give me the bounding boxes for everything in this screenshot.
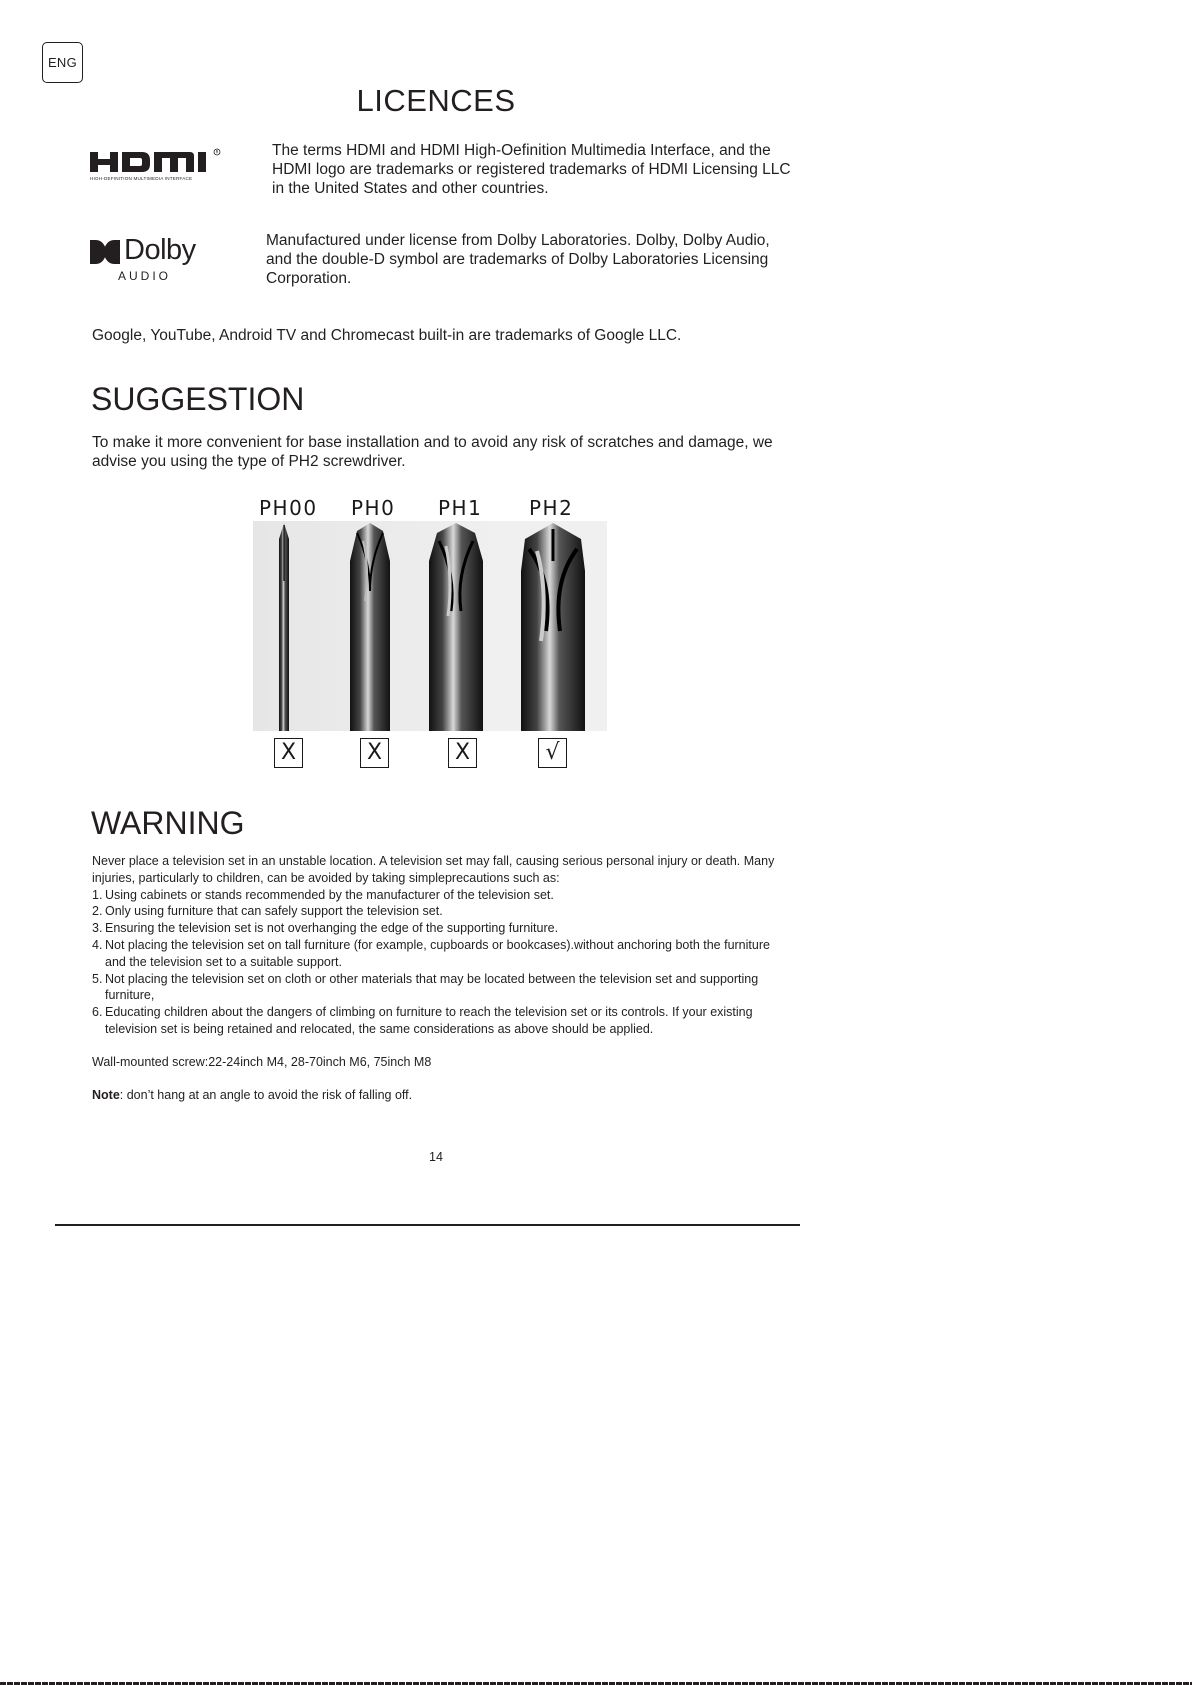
ph00-not-suitable-mark: X <box>274 738 303 768</box>
suggestion-heading: SUGGESTION <box>91 381 305 417</box>
dolby-license-text: Manufactured under license from Dolby Laboratories. Dolby, Dolby Audio, and the double-D symbol are trademarks of Dolby Laboratories Licensing Corporation. <box>266 232 770 287</box>
hdmi-logo <box>90 148 225 184</box>
dolby-audio-label: AUDIO <box>118 269 172 283</box>
warning-list <box>92 853 792 1038</box>
screwdriver-ph2 <box>518 521 607 731</box>
footer-divider <box>55 1224 800 1226</box>
page-number: 14 <box>429 1150 443 1164</box>
warning-item: 2. Only using furniture that can safely support the television set. <box>92 904 443 919</box>
warning-item: 1. Using cabinets or stands recommended by the manufacturer of the television set. <box>92 887 554 902</box>
dolby-wordmark: Dolby <box>124 234 196 266</box>
screwdriver-tips-photo <box>253 521 607 731</box>
note-body: : don’t hang at an angle to avoid the risk of falling off. <box>119 1088 413 1102</box>
suggestion-text: To make it more convenient for base installation and to avoid any risk of scratches and damage, we advise you using the type of PH2 screwdriver. <box>92 434 773 470</box>
warning-item: 6. Educating children about the dangers of climbing on furniture to reach the television set or its controls. If your existing television set is being retained and relocated, the same considerations as above should be applied. <box>92 1005 753 1036</box>
ph0-not-suitable-mark: X <box>360 738 389 768</box>
driver-label-ph00: PH00 <box>259 496 318 520</box>
warning-item: 4. Not placing the television set on tall furniture (for example, cupboards or bookcases).without anchoring both the furniture and the television set to a suitable support. <box>92 937 770 969</box>
driver-label-ph1: PH1 <box>438 496 483 520</box>
svg-text:R: R <box>215 149 219 155</box>
screwdriver-ph0 <box>350 523 390 731</box>
note-text <box>92 1088 412 1102</box>
warning-heading: WARNING <box>91 805 245 841</box>
wall-mount-screw-spec: Wall-mounted screw:22-24inch M4, 28-70inch M6, 75inch M8 <box>92 1055 432 1069</box>
dolby-logo <box>90 236 210 282</box>
driver-label-ph0: PH0 <box>351 496 396 520</box>
screwdriver-ph1 <box>429 523 483 731</box>
ph2-suitable-mark: √ <box>538 738 567 768</box>
google-trademark-text: Google, YouTube, Android TV and Chromecast built-in are trademarks of Google LLC. <box>92 327 682 344</box>
hdmi-wordmark-icon <box>90 148 225 174</box>
licences-heading: LICENCES <box>356 83 516 118</box>
hdmi-tagline: HIGH-DEFINITION MULTIMEDIA INTERFACE <box>90 176 193 181</box>
language-badge: ENG <box>42 42 83 83</box>
warning-item: 5. Not placing the television set on cloth or other materials that may be located between the television set and supporting furniture, <box>92 971 759 1003</box>
ph1-not-suitable-mark: X <box>448 738 477 768</box>
driver-label-ph2: PH2 <box>529 496 574 520</box>
note-label: Note <box>92 1088 120 1102</box>
warning-intro: Never place a television set in an unstable location. A television set may fall, causing serious personal injury or death. Many injuries, particularly to children, can be avoided by taking simpleprecautions such as: <box>92 854 775 885</box>
screwdriver-ph00 <box>279 523 289 731</box>
dolby-double-d-icon <box>90 240 124 264</box>
hdmi-license-text: The terms HDMI and HDMI High-Oefinition Multimedia Interface, and the HDMI logo are trademarks or registered trademarks of HDMI Licensing LLC in the United States and other countries. <box>272 142 791 197</box>
warning-item: 3. Ensuring the television set is not overhanging the edge of the supporting furniture. <box>92 921 559 936</box>
